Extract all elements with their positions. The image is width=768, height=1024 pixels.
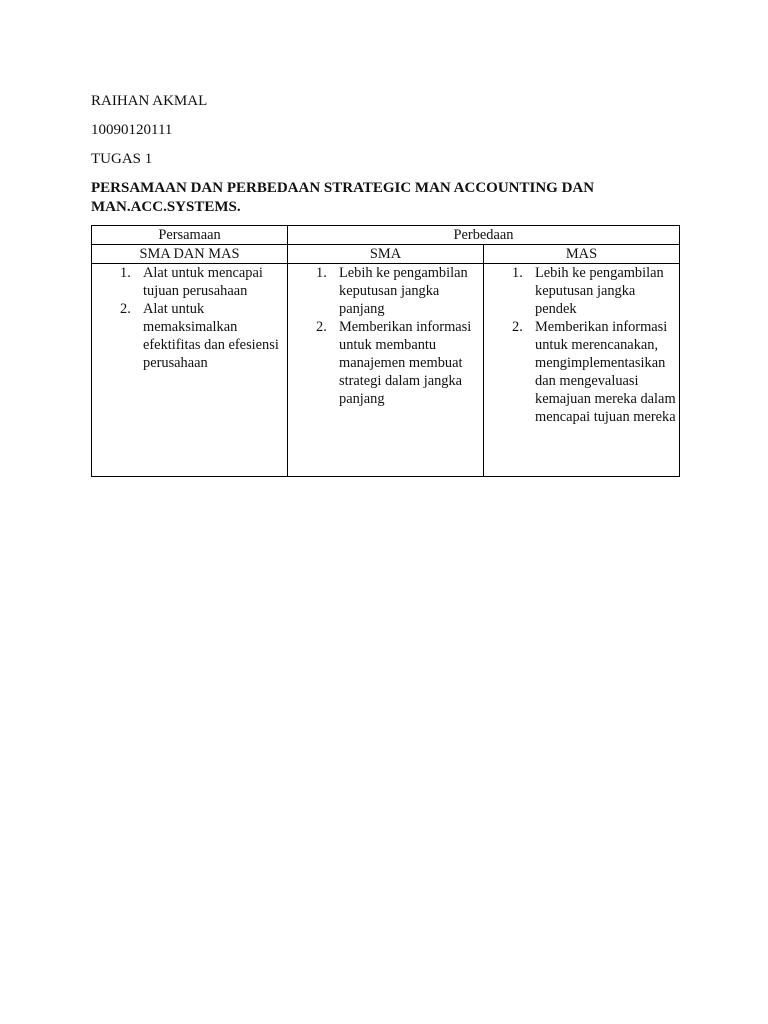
sub-header-row [92, 245, 680, 264]
header-persamaan: Persamaan [92, 226, 288, 245]
body-row [92, 264, 680, 477]
list-number: 2. [512, 319, 523, 335]
list-item [484, 318, 679, 426]
comparison-table [91, 225, 680, 477]
list-item [92, 264, 287, 300]
header-mas: MAS [484, 245, 680, 264]
document-title: PERSAMAAN DAN PERBEDAAN STRATEGIC MAN ACCOUNTING DAN MAN.ACC.SYSTEMS. [91, 180, 595, 215]
header-sma-dan-mas: SMA DAN MAS [92, 245, 288, 264]
list-number: 1. [316, 265, 327, 281]
student-name: RAIHAN AKMAL [91, 93, 208, 109]
list-text: Alat untuk mencapai tujuan perusahaan [143, 265, 263, 299]
mas-list [484, 264, 679, 426]
group-header-row [92, 226, 680, 245]
persamaan-cell [92, 264, 288, 477]
sma-list [288, 264, 483, 408]
list-number: 2. [120, 301, 131, 317]
list-text: Memberikan informasi untuk membantu manajemen membuat strategi dalam jangka panjang [339, 319, 472, 407]
list-number: 1. [120, 265, 131, 281]
mas-cell [484, 264, 680, 477]
list-text: Lebih ke pengambilan keputusan jangka panjang [339, 265, 468, 317]
document-page [91, 92, 679, 477]
list-item [288, 264, 483, 318]
list-number: 2. [316, 319, 327, 335]
list-text: Lebih ke pengambilan keputusan jangka pendek [535, 265, 664, 317]
header-sma: SMA [288, 245, 484, 264]
persamaan-list [92, 264, 287, 372]
list-item [288, 318, 483, 408]
student-id: 10090120111 [91, 122, 173, 138]
list-text: Memberikan informasi untuk merencanakan, mengimplementasikan dan mengevaluasi kemajuan mereka dalam mencapai tujuan mereka [535, 319, 676, 425]
sma-cell [288, 264, 484, 477]
assignment-label: TUGAS 1 [91, 151, 153, 167]
header-perbedaan: Perbedaan [288, 226, 680, 245]
list-text: Alat untuk memaksimalkan efektifitas dan efesiensi perusahaan [143, 301, 279, 371]
list-item [92, 300, 287, 372]
list-number: 1. [512, 265, 523, 281]
list-item [484, 264, 679, 318]
